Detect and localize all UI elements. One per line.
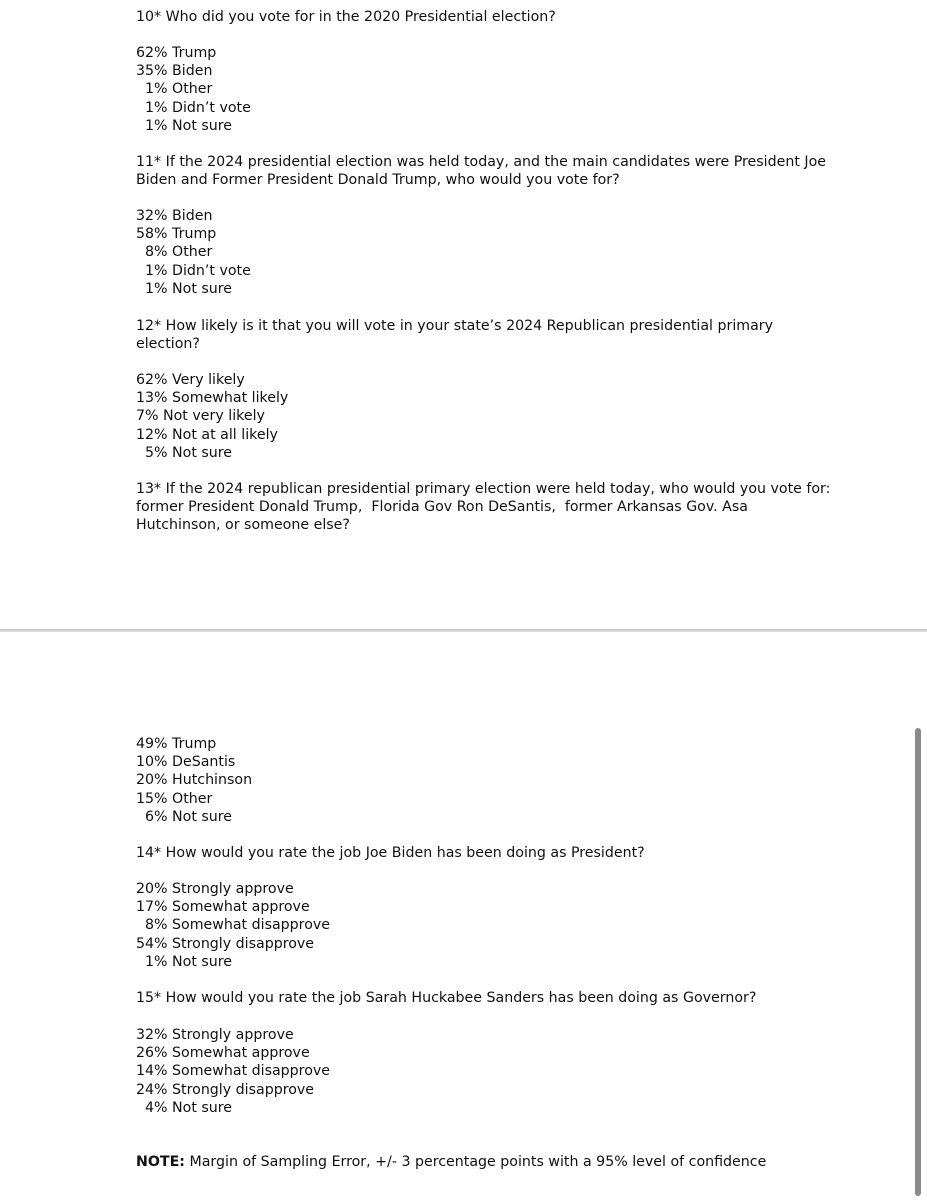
answers-13	[136, 735, 816, 826]
answer-line: 4% Not sure	[136, 1099, 233, 1116]
note-label: NOTE:	[136, 1154, 185, 1170]
answer-line: 1% Other	[136, 81, 213, 98]
question-text-line: 14* How would you rate the job Joe Biden has been doing as President?	[136, 845, 645, 861]
question-text-line: 11* If the 2024 presidential election was held today, and the main candidates were President Joe	[136, 154, 826, 170]
answer-line: 49% Trump	[136, 736, 217, 752]
answer-line: 24% Strongly disapprove	[136, 1081, 315, 1098]
answer-line: 62% Very likely	[136, 372, 245, 388]
answer-line: 20% Hutchinson	[136, 772, 253, 789]
answer-line: 20% Strongly approve	[136, 881, 294, 897]
note-line	[136, 1153, 856, 1171]
answer-line: 1% Not sure	[136, 117, 233, 134]
answer-line: 14% Somewhat disapprove	[136, 1063, 331, 1080]
answer-line: 6% Not sure	[136, 808, 233, 825]
answer-line: 62% Trump	[136, 45, 217, 61]
answer-line: 1% Didn’t vote	[136, 99, 251, 116]
question-text-line: Hutchinson, or someone else?	[136, 517, 350, 534]
question-text-line: election?	[136, 336, 200, 353]
question-text-line: Biden and Former President Donald Trump, who would you vote for?	[136, 172, 620, 189]
question-text-line: 13* If the 2024 republican presidential primary election were held today, who would you vote for:	[136, 481, 831, 497]
note-text: Margin of Sampling Error, +/- 3 percentage points with a 95% level of confidence	[184, 1154, 767, 1170]
question-14	[136, 844, 816, 862]
answer-line: 58% Trump	[136, 226, 217, 243]
answers-12	[136, 371, 816, 462]
margin-of-error-note	[136, 1153, 856, 1171]
answer-line: 8% Somewhat disapprove	[136, 917, 331, 934]
answers-10	[136, 44, 816, 135]
answer-line: 32% Strongly approve	[136, 1027, 294, 1043]
question-15	[136, 989, 816, 1007]
question-10	[136, 8, 816, 26]
answer-line: 8% Other	[136, 244, 213, 261]
answer-line: 5% Not sure	[136, 444, 233, 461]
answers-14	[136, 880, 816, 971]
question-13	[136, 480, 831, 535]
answer-line: 13% Somewhat likely	[136, 390, 289, 407]
answer-line: 12% Not at all likely	[136, 426, 278, 443]
answer-line: 17% Somewhat approve	[136, 899, 310, 916]
answer-line: 32% Biden	[136, 208, 213, 224]
question-text-line: former President Donald Trump, Florida Gov Ron DeSantis, former Arkansas Gov. Asa	[136, 499, 748, 516]
answers-15	[136, 1026, 816, 1117]
answer-line: 15% Other	[136, 790, 213, 807]
question-text-line: 10* Who did you vote for in the 2020 Presidential election?	[136, 9, 556, 25]
answer-line: 7% Not very likely	[136, 408, 265, 425]
answer-line: 1% Not sure	[136, 280, 233, 297]
vertical-scrollbar[interactable]	[915, 728, 921, 1196]
answer-line: 54% Strongly disapprove	[136, 935, 315, 952]
question-text-line: 15* How would you rate the job Sarah Huckabee Sanders has been doing as Governor?	[136, 990, 757, 1006]
answers-11	[136, 207, 816, 298]
question-11	[136, 153, 826, 189]
answer-line: 35% Biden	[136, 63, 213, 80]
answer-line: 1% Didn’t vote	[136, 262, 251, 279]
answer-line: 10% DeSantis	[136, 754, 236, 771]
answer-line: 26% Somewhat approve	[136, 1045, 310, 1062]
document-page-2	[0, 632, 927, 1200]
answer-line: 1% Not sure	[136, 953, 233, 970]
question-12	[136, 317, 816, 353]
question-text-line: 12* How likely is it that you will vote in your state’s 2024 Republican presidential primary	[136, 318, 774, 334]
